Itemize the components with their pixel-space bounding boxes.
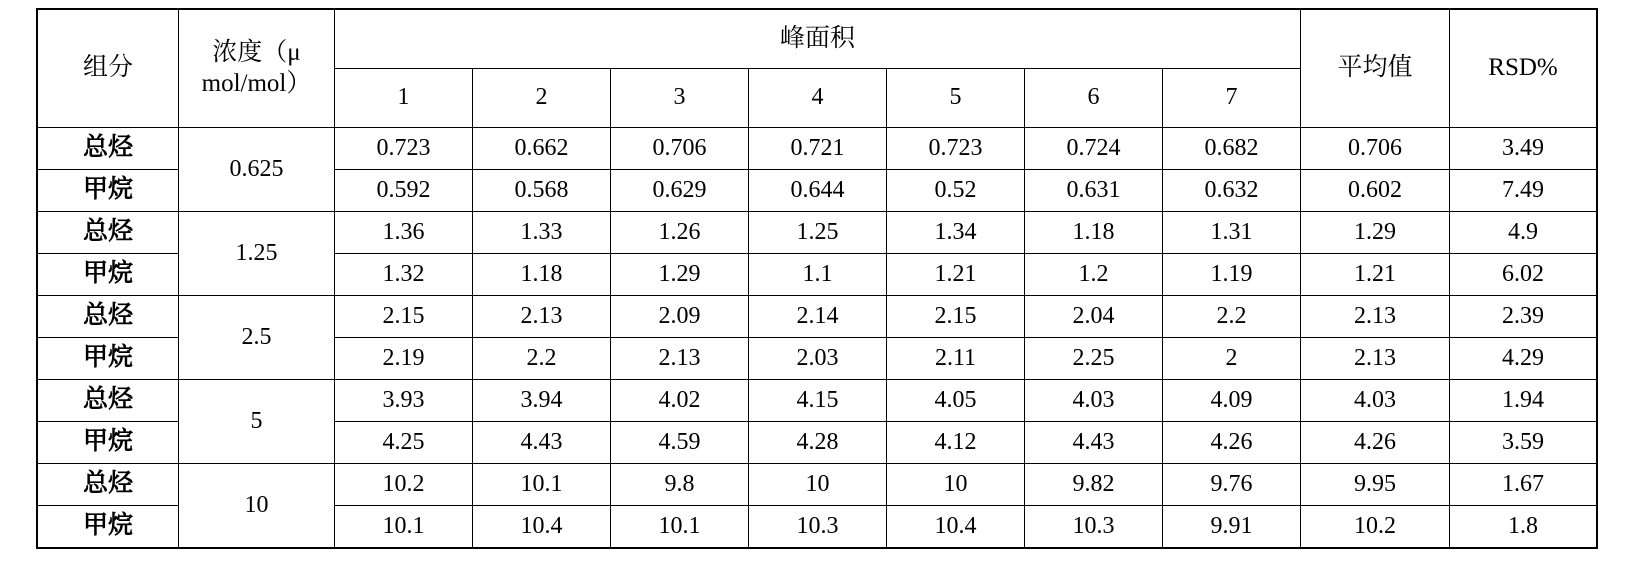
cell-mean: 4.03	[1301, 380, 1450, 422]
cell-value: 3.94	[473, 380, 611, 422]
cell-value: 4.09	[1163, 380, 1301, 422]
cell-value: 2.25	[1025, 338, 1163, 380]
cell-value: 0.724	[1025, 128, 1163, 170]
header-rsd: RSD%	[1450, 9, 1598, 128]
cell-rsd: 1.94	[1450, 380, 1598, 422]
cell-component: 总烃	[37, 380, 179, 422]
table-body	[37, 128, 1597, 549]
cell-concentration: 1.25	[179, 212, 335, 296]
header-peak-area: 峰面积	[335, 9, 1301, 69]
cell-rsd: 2.39	[1450, 296, 1598, 338]
cell-mean: 4.26	[1301, 422, 1450, 464]
header-replicate-7: 7	[1163, 69, 1301, 128]
cell-value: 9.8	[611, 464, 749, 506]
table-row	[37, 464, 1597, 506]
cell-value: 10.1	[473, 464, 611, 506]
table-row	[37, 212, 1597, 254]
cell-value: 1.33	[473, 212, 611, 254]
cell-component: 甲烷	[37, 254, 179, 296]
cell-rsd: 7.49	[1450, 170, 1598, 212]
cell-value: 10.1	[611, 506, 749, 549]
cell-value: 1.29	[611, 254, 749, 296]
header-concentration-label: 浓度（μ mol/mol）	[201, 39, 312, 97]
cell-component: 总烃	[37, 212, 179, 254]
cell-value: 1.18	[1025, 212, 1163, 254]
cell-value: 2.13	[611, 338, 749, 380]
cell-value: 10.1	[335, 506, 473, 549]
table-header	[37, 9, 1597, 128]
cell-value: 0.644	[749, 170, 887, 212]
cell-value: 1.31	[1163, 212, 1301, 254]
cell-value: 1.21	[887, 254, 1025, 296]
header-replicate-5: 5	[887, 69, 1025, 128]
cell-value: 4.12	[887, 422, 1025, 464]
cell-value: 9.91	[1163, 506, 1301, 549]
cell-value: 1.36	[335, 212, 473, 254]
header-replicate-4: 4	[749, 69, 887, 128]
cell-value: 0.629	[611, 170, 749, 212]
header-component: 组分	[37, 9, 179, 128]
cell-value: 2.04	[1025, 296, 1163, 338]
cell-value: 10.2	[335, 464, 473, 506]
cell-value: 4.05	[887, 380, 1025, 422]
cell-component: 甲烷	[37, 170, 179, 212]
header-replicate-1: 1	[335, 69, 473, 128]
cell-value: 0.721	[749, 128, 887, 170]
cell-value: 2.15	[887, 296, 1025, 338]
cell-value: 1.2	[1025, 254, 1163, 296]
cell-value: 2.14	[749, 296, 887, 338]
cell-mean: 1.29	[1301, 212, 1450, 254]
cell-value: 0.592	[335, 170, 473, 212]
cell-rsd: 1.67	[1450, 464, 1598, 506]
cell-rsd: 4.9	[1450, 212, 1598, 254]
table-row	[37, 296, 1597, 338]
header-concentration	[179, 9, 335, 128]
cell-component: 甲烷	[37, 506, 179, 549]
cell-value: 2	[1163, 338, 1301, 380]
cell-value: 4.03	[1025, 380, 1163, 422]
cell-rsd: 6.02	[1450, 254, 1598, 296]
cell-component: 总烃	[37, 296, 179, 338]
cell-value: 4.59	[611, 422, 749, 464]
cell-concentration: 5	[179, 380, 335, 464]
cell-value: 2.19	[335, 338, 473, 380]
cell-mean: 2.13	[1301, 296, 1450, 338]
cell-value: 2.03	[749, 338, 887, 380]
cell-mean: 10.2	[1301, 506, 1450, 549]
cell-value: 4.43	[1025, 422, 1163, 464]
cell-concentration: 0.625	[179, 128, 335, 212]
cell-value: 4.28	[749, 422, 887, 464]
cell-mean: 1.21	[1301, 254, 1450, 296]
cell-mean: 0.602	[1301, 170, 1450, 212]
cell-rsd: 3.59	[1450, 422, 1598, 464]
cell-concentration: 2.5	[179, 296, 335, 380]
cell-value: 2.11	[887, 338, 1025, 380]
cell-value: 4.25	[335, 422, 473, 464]
cell-value: 1.34	[887, 212, 1025, 254]
cell-component: 甲烷	[37, 422, 179, 464]
cell-value: 4.26	[1163, 422, 1301, 464]
cell-mean: 0.706	[1301, 128, 1450, 170]
cell-value: 2.2	[1163, 296, 1301, 338]
cell-value: 0.706	[611, 128, 749, 170]
header-row-top	[37, 9, 1597, 69]
table-row	[37, 128, 1597, 170]
cell-value: 4.02	[611, 380, 749, 422]
cell-value: 10.3	[749, 506, 887, 549]
cell-rsd: 3.49	[1450, 128, 1598, 170]
cell-value: 1.1	[749, 254, 887, 296]
cell-value: 0.682	[1163, 128, 1301, 170]
header-replicate-3: 3	[611, 69, 749, 128]
cell-value: 0.662	[473, 128, 611, 170]
cell-value: 9.76	[1163, 464, 1301, 506]
cell-value: 1.19	[1163, 254, 1301, 296]
cell-value: 0.723	[335, 128, 473, 170]
cell-value: 10	[887, 464, 1025, 506]
cell-value: 2.2	[473, 338, 611, 380]
cell-rsd: 1.8	[1450, 506, 1598, 549]
cell-value: 4.15	[749, 380, 887, 422]
cell-value: 9.82	[1025, 464, 1163, 506]
header-replicate-2: 2	[473, 69, 611, 128]
cell-value: 10	[749, 464, 887, 506]
cell-value: 2.09	[611, 296, 749, 338]
cell-value: 4.43	[473, 422, 611, 464]
header-mean: 平均值	[1301, 9, 1450, 128]
table-row	[37, 380, 1597, 422]
cell-concentration: 10	[179, 464, 335, 549]
cell-value: 0.52	[887, 170, 1025, 212]
cell-value: 10.3	[1025, 506, 1163, 549]
cell-component: 甲烷	[37, 338, 179, 380]
measurement-table	[36, 8, 1598, 549]
cell-value: 0.568	[473, 170, 611, 212]
cell-value: 2.15	[335, 296, 473, 338]
cell-mean: 9.95	[1301, 464, 1450, 506]
cell-value: 10.4	[887, 506, 1025, 549]
cell-value: 10.4	[473, 506, 611, 549]
cell-value: 0.631	[1025, 170, 1163, 212]
cell-mean: 2.13	[1301, 338, 1450, 380]
cell-rsd: 4.29	[1450, 338, 1598, 380]
cell-value: 1.25	[749, 212, 887, 254]
cell-value: 1.18	[473, 254, 611, 296]
cell-value: 1.32	[335, 254, 473, 296]
cell-value: 1.26	[611, 212, 749, 254]
cell-value: 3.93	[335, 380, 473, 422]
header-replicate-6: 6	[1025, 69, 1163, 128]
cell-component: 总烃	[37, 464, 179, 506]
cell-component: 总烃	[37, 128, 179, 170]
cell-value: 0.632	[1163, 170, 1301, 212]
cell-value: 2.13	[473, 296, 611, 338]
cell-value: 0.723	[887, 128, 1025, 170]
